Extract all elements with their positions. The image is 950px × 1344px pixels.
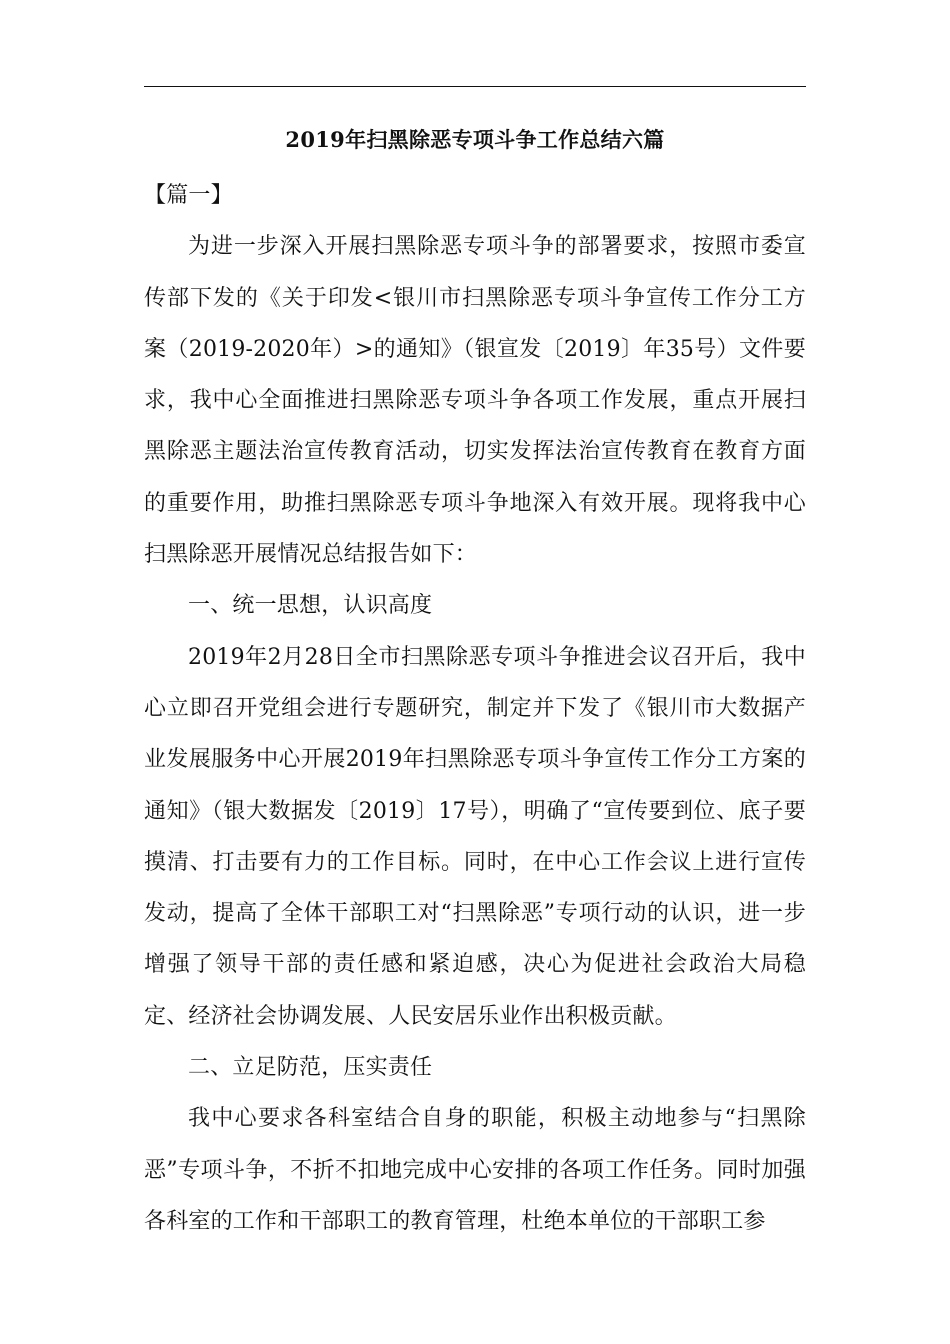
document-title: 2019年扫黑除恶专项斗争工作总结六篇 — [285, 127, 665, 152]
document-body — [144, 170, 806, 1247]
paragraph-section-1: 2019年2月28日全市扫黑除恶专项斗争推进会议召开后，我中心立即召开党组会进行专题研究，制定并下发了《银川市大数据产业发展服务中心开展2019年扫黑除恶专项斗争宣传工作分工方案的通知》（银大数据发〔2019〕17号），明确了“宣传要到位、底子要摸清、打击要有力的工作目标。同时，在中心工作会议上进行宣传发动，提高了全体干部职工对“扫黑除恶”专项行动的认识，进一步增强了领导干部的责任感和紧迫感，决心为促进社会政治大局稳定、经济社会协调发展、人民安居乐业作出积极贡献。 — [144, 644, 806, 1029]
header-rule — [144, 86, 806, 87]
section-label: 【篇一】 — [144, 183, 233, 208]
section-heading-1: 一、统一思想，认识高度 — [188, 593, 433, 619]
paragraph-intro: 为进一步深入开展扫黑除恶专项斗争的部署要求，按照市委宣传部下发的《关于印发<银川市扫黑除恶专项斗争宣传工作分工方案（2019-2020年）>的通知》（银宣发〔2019〕年35号）文件要求，我中心全面推进扫黑除恶专项斗争各项工作发展，重点开展扫黑除恶主题法治宣传教育活动，切实发挥法治宣传教育在教育方面的重要作用，助推扫黑除恶专项斗争地深入有效开展。现将我中心扫黑除恶开展情况总结报告如下： — [144, 234, 806, 568]
paragraph-section-2: 我中心要求各科室结合自身的职能，积极主动地参与“扫黑除恶”专项斗争，不折不扣地完成中心安排的各项工作任务。同时加强各科室的工作和干部职工的教育管理，杜绝本单位的干部职工参 — [144, 1106, 806, 1234]
section-heading-2: 二、立足防范，压实责任 — [188, 1055, 433, 1081]
